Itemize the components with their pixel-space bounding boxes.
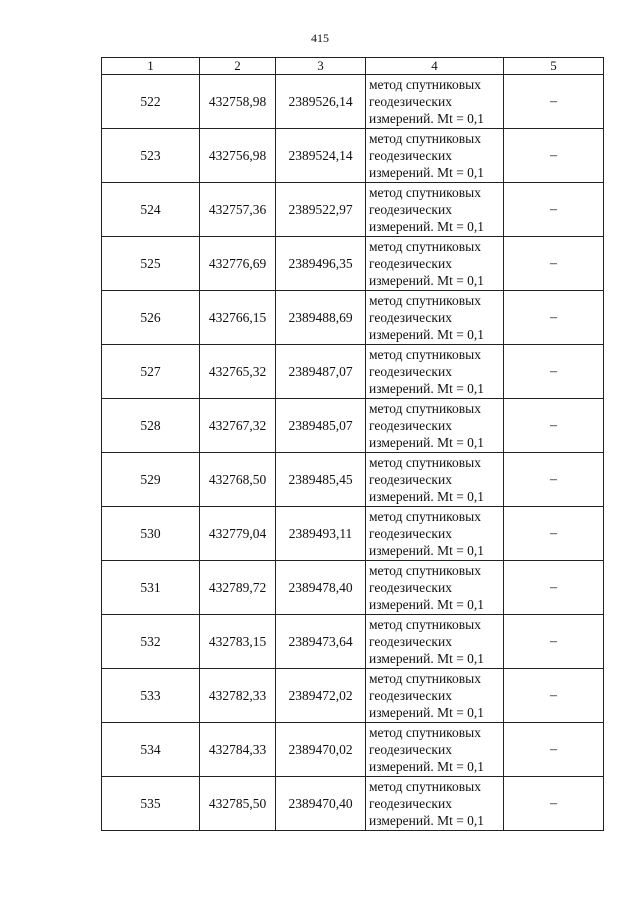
coordinate-y: 2389485,45 xyxy=(276,453,366,507)
method-description xyxy=(366,291,504,345)
column-5-dash: – xyxy=(504,345,604,399)
coordinate-x: 432766,15 xyxy=(200,291,276,345)
method-line: геодезических xyxy=(369,148,452,163)
table-row xyxy=(102,291,604,345)
method-line: измерений. Mt = 0,1 xyxy=(369,165,485,180)
coordinate-x: 432756,98 xyxy=(200,129,276,183)
method-line: измерений. Mt = 0,1 xyxy=(369,327,485,342)
column-header: 2 xyxy=(200,58,276,75)
table-row xyxy=(102,75,604,129)
point-number: 533 xyxy=(102,669,200,723)
method-line: метод спутниковых xyxy=(369,509,481,524)
method-description xyxy=(366,237,504,291)
coordinate-x: 432758,98 xyxy=(200,75,276,129)
table-row xyxy=(102,345,604,399)
method-line: геодезических xyxy=(369,256,452,271)
coordinate-x: 432757,36 xyxy=(200,183,276,237)
coordinate-x: 432782,33 xyxy=(200,669,276,723)
table-body xyxy=(102,75,604,831)
column-5-dash: – xyxy=(504,129,604,183)
method-description xyxy=(366,507,504,561)
point-number: 524 xyxy=(102,183,200,237)
method-line: метод спутниковых xyxy=(369,563,481,578)
coordinate-y: 2389470,02 xyxy=(276,723,366,777)
coordinate-x: 432768,50 xyxy=(200,453,276,507)
point-number: 531 xyxy=(102,561,200,615)
coordinate-y: 2389485,07 xyxy=(276,399,366,453)
table-header-row xyxy=(102,58,604,75)
method-line: метод спутниковых xyxy=(369,77,481,92)
method-description xyxy=(366,129,504,183)
table-row xyxy=(102,399,604,453)
method-line: геодезических xyxy=(369,418,452,433)
table-row xyxy=(102,129,604,183)
method-description xyxy=(366,75,504,129)
table-row xyxy=(102,507,604,561)
point-number: 527 xyxy=(102,345,200,399)
table-row xyxy=(102,453,604,507)
point-number: 522 xyxy=(102,75,200,129)
method-line: измерений. Mt = 0,1 xyxy=(369,705,485,720)
coordinate-y: 2389487,07 xyxy=(276,345,366,399)
coordinate-y: 2389472,02 xyxy=(276,669,366,723)
point-number: 526 xyxy=(102,291,200,345)
method-line: измерений. Mt = 0,1 xyxy=(369,273,485,288)
coordinate-y: 2389496,35 xyxy=(276,237,366,291)
column-5-dash: – xyxy=(504,237,604,291)
column-5-dash: – xyxy=(504,453,604,507)
method-line: геодезических xyxy=(369,688,452,703)
method-line: измерений. Mt = 0,1 xyxy=(369,435,485,450)
method-line: измерений. Mt = 0,1 xyxy=(369,489,485,504)
column-5-dash: – xyxy=(504,75,604,129)
method-description xyxy=(366,777,504,831)
column-5-dash: – xyxy=(504,183,604,237)
method-description xyxy=(366,669,504,723)
method-line: метод спутниковых xyxy=(369,185,481,200)
method-line: геодезических xyxy=(369,634,452,649)
column-5-dash: – xyxy=(504,615,604,669)
method-line: геодезических xyxy=(369,796,452,811)
coordinate-x: 432789,72 xyxy=(200,561,276,615)
column-5-dash: – xyxy=(504,507,604,561)
coordinate-x: 432776,69 xyxy=(200,237,276,291)
method-line: измерений. Mt = 0,1 xyxy=(369,597,485,612)
method-description xyxy=(366,723,504,777)
method-line: геодезических xyxy=(369,310,452,325)
method-description xyxy=(366,561,504,615)
method-line: измерений. Mt = 0,1 xyxy=(369,381,485,396)
method-description xyxy=(366,183,504,237)
table-row xyxy=(102,183,604,237)
method-description xyxy=(366,615,504,669)
coordinate-y: 2389524,14 xyxy=(276,129,366,183)
method-line: метод спутниковых xyxy=(369,779,481,794)
method-line: метод спутниковых xyxy=(369,131,481,146)
column-5-dash: – xyxy=(504,777,604,831)
column-5-dash: – xyxy=(504,669,604,723)
column-header: 1 xyxy=(102,58,200,75)
method-line: метод спутниковых xyxy=(369,347,481,362)
method-line: измерений. Mt = 0,1 xyxy=(369,219,485,234)
column-header: 3 xyxy=(276,58,366,75)
method-line: геодезических xyxy=(369,472,452,487)
point-number: 532 xyxy=(102,615,200,669)
method-description xyxy=(366,453,504,507)
page-number: 415 xyxy=(311,31,329,45)
method-line: измерений. Mt = 0,1 xyxy=(369,651,485,666)
coordinate-y: 2389470,40 xyxy=(276,777,366,831)
coordinate-x: 432779,04 xyxy=(200,507,276,561)
coordinate-x: 432767,32 xyxy=(200,399,276,453)
method-line: геодезических xyxy=(369,94,452,109)
table-row xyxy=(102,777,604,831)
point-number: 525 xyxy=(102,237,200,291)
method-line: метод спутниковых xyxy=(369,401,481,416)
point-number: 529 xyxy=(102,453,200,507)
point-number: 535 xyxy=(102,777,200,831)
method-line: геодезических xyxy=(369,526,452,541)
method-line: геодезических xyxy=(369,742,452,757)
method-line: измерений. Mt = 0,1 xyxy=(369,543,485,558)
method-line: геодезических xyxy=(369,202,452,217)
coordinates-table xyxy=(101,57,604,831)
method-description xyxy=(366,345,504,399)
point-number: 523 xyxy=(102,129,200,183)
method-line: метод спутниковых xyxy=(369,455,481,470)
table-row xyxy=(102,723,604,777)
table-row xyxy=(102,669,604,723)
method-line: метод спутниковых xyxy=(369,617,481,632)
coordinate-x: 432783,15 xyxy=(200,615,276,669)
point-number: 534 xyxy=(102,723,200,777)
column-header: 4 xyxy=(366,58,504,75)
coordinate-y: 2389526,14 xyxy=(276,75,366,129)
method-line: измерений. Mt = 0,1 xyxy=(369,813,485,828)
method-line: геодезических xyxy=(369,364,452,379)
table-row xyxy=(102,615,604,669)
method-description xyxy=(366,399,504,453)
point-number: 528 xyxy=(102,399,200,453)
method-line: измерений. Mt = 0,1 xyxy=(369,111,485,126)
column-5-dash: – xyxy=(504,291,604,345)
method-line: метод спутниковых xyxy=(369,671,481,686)
table-row xyxy=(102,561,604,615)
method-line: измерений. Mt = 0,1 xyxy=(369,759,485,774)
method-line: геодезических xyxy=(369,580,452,595)
point-number: 530 xyxy=(102,507,200,561)
method-line: метод спутниковых xyxy=(369,725,481,740)
column-5-dash: – xyxy=(504,399,604,453)
coordinate-y: 2389522,97 xyxy=(276,183,366,237)
coordinate-y: 2389478,40 xyxy=(276,561,366,615)
coordinate-y: 2389488,69 xyxy=(276,291,366,345)
method-line: метод спутниковых xyxy=(369,293,481,308)
coordinate-x: 432785,50 xyxy=(200,777,276,831)
column-5-dash: – xyxy=(504,561,604,615)
method-line: метод спутниковых xyxy=(369,239,481,254)
column-header: 5 xyxy=(504,58,604,75)
coordinate-y: 2389473,64 xyxy=(276,615,366,669)
coordinate-x: 432784,33 xyxy=(200,723,276,777)
coordinate-y: 2389493,11 xyxy=(276,507,366,561)
coordinate-x: 432765,32 xyxy=(200,345,276,399)
column-5-dash: – xyxy=(504,723,604,777)
table-row xyxy=(102,237,604,291)
